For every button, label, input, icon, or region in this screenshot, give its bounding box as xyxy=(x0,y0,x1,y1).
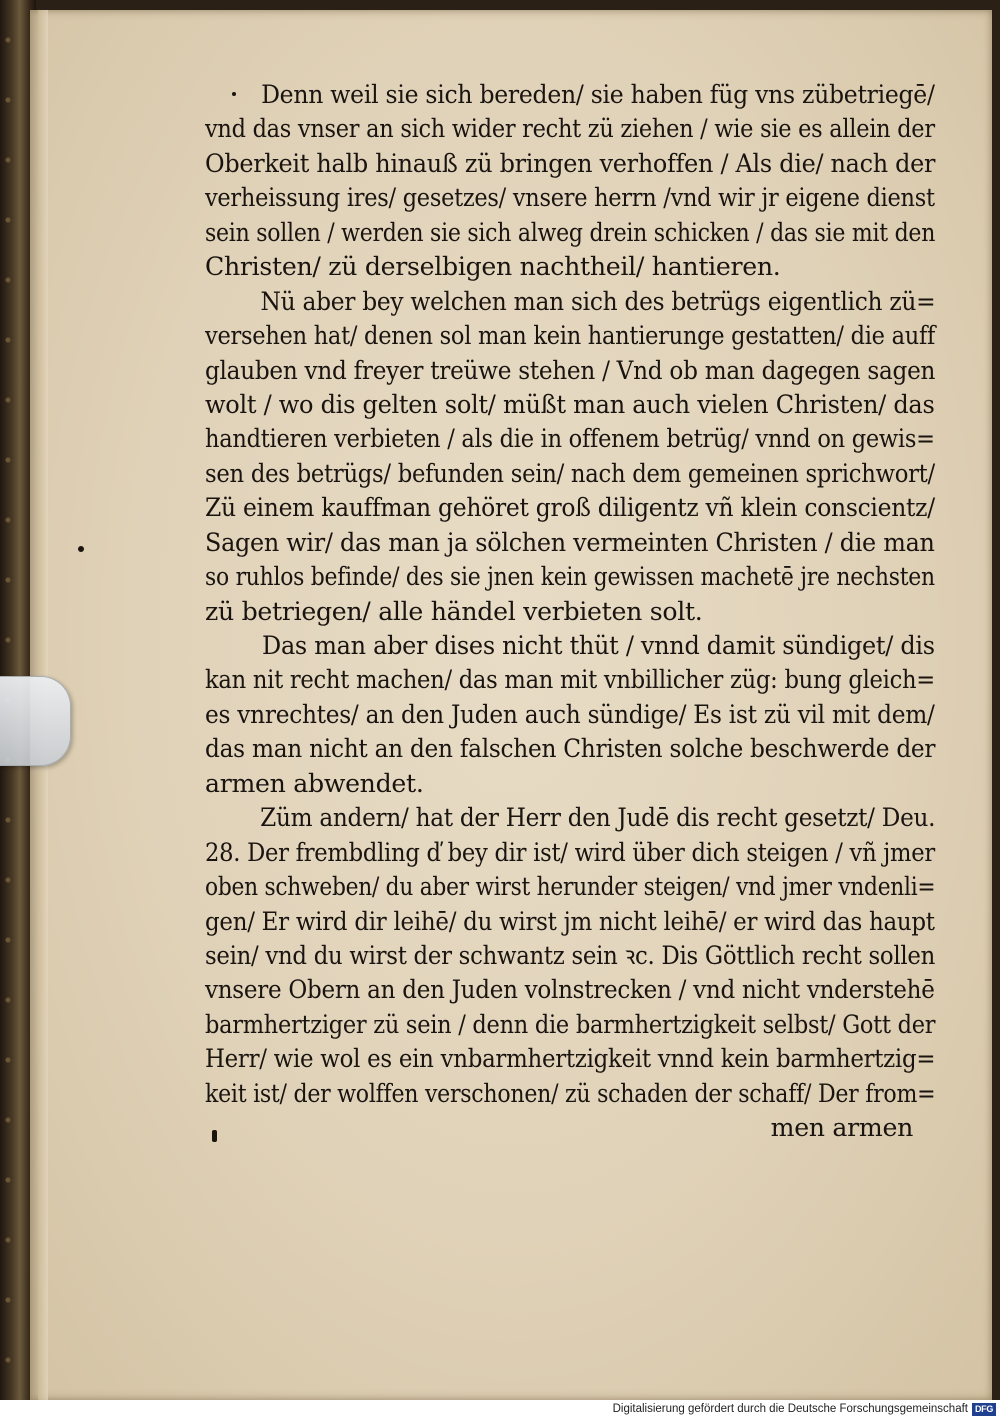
digitization-footer xyxy=(0,1400,1000,1420)
text-line: Züm andern/ hat der Herr den Judē dis recht gesetzt/ Deu. xyxy=(260,803,936,833)
text-line: zü betriegen/ alle händel verbieten solt. xyxy=(205,596,703,626)
text-line: kan nit recht machen/ das man mit vnbillicher züg: bung gleich= xyxy=(205,665,935,695)
dfg-logo: DFG xyxy=(972,1403,996,1416)
text-line: Nü aber bey welchen man sich des betrügs eigentlich zü= xyxy=(260,286,936,316)
page-clip xyxy=(0,676,71,766)
text-line: armen abwendet. xyxy=(205,768,424,798)
text-line: Denn weil sie sich bereden/ sie haben füg vns zübetriegē/ xyxy=(261,80,935,109)
text-line: handtieren verbieten / als die in offenem betrüg/ vnnd on gewis= xyxy=(205,424,935,454)
text-line: Das man aber dises nicht thüt / vnnd damit sündiget/ dis xyxy=(262,631,935,660)
text-line: vnsere Obern an den Juden volnstrecken / vnd nicht vnderstehē xyxy=(205,975,935,1005)
text-line: sen des betrügs/ befunden sein/ nach dem gemeinen sprichwort/ xyxy=(205,458,935,488)
text-line: oben schweben/ du aber wirst herunder steigen/ vnd jmer vndenli= xyxy=(205,872,936,902)
text-line: Zü einem kauffman gehöret groß diligentz vñ klein conscientz/ xyxy=(205,493,935,523)
ink-speck xyxy=(78,546,84,552)
text-line: glauben vnd freyer treüwe stehen / Vnd ob man dagegen sagen xyxy=(205,355,936,385)
catchword: men armen xyxy=(770,1113,913,1143)
page-text xyxy=(205,78,935,1146)
text-line: es vnrechtes/ an den Juden auch sündige/ Es ist zü vil mit dem/ xyxy=(205,699,935,729)
text-line: Oberkeit halb hinauß zü bringen verhoffen / Als die/ nach der xyxy=(205,148,936,178)
text-line: gen/ Er wird dir leihē/ du wirst jm nicht leihē/ er wird das haupt xyxy=(205,906,935,936)
text-line: wolt / wo dis gelten solt/ müßt man auch vielen Christen/ das xyxy=(205,389,935,419)
text-line: sein sollen / werden sie sich alweg drein schicken / das sie mit den xyxy=(205,217,936,247)
text-line: keit ist/ der wolffen verschonen/ zü schaden der schaff/ Der from= xyxy=(205,1078,936,1108)
text-line: so ruhlos befinde/ des sie jnen kein gewissen machetē jre nechsten xyxy=(205,562,935,592)
text-line: 28. Der frembdling ď bey dir ist/ wird über dich steigen / vñ jmer xyxy=(205,837,935,867)
text-line: sein/ vnd du wirst der schwantz sein ꝛc. Dis Göttlich recht sollen xyxy=(205,940,936,970)
text-line: das man nicht an den falschen Christen solche beschwerde der xyxy=(205,734,936,764)
text-line: Herr/ wie wol es ein vnbarmhertzigkeit vnnd kein barmhertzig= xyxy=(205,1044,936,1074)
text-line: Christen/ zü derselbigen nachtheil/ hantieren. xyxy=(205,252,781,282)
text-line: vnd das vnser an sich wider recht zü ziehen / wie sie es allein der xyxy=(205,114,935,144)
footer-credit: Digitalisierung gefördert durch die Deutsche Forschungsgemeinschaft xyxy=(612,1403,968,1415)
text-line: verheissung ires/ gesetzes/ vnsere herrn /vnd wir jr eigene dienst xyxy=(205,183,935,213)
text-line: Sagen wir/ das man ja sölchen vermeinten Christen / die man xyxy=(205,527,935,557)
text-line: versehen hat/ denen sol man kein hantierunge gestatten/ die auff xyxy=(205,321,936,351)
text-line: barmhertziger zü sein / denn die barmhertzigkeit selbst/ Gott der xyxy=(205,1009,936,1039)
